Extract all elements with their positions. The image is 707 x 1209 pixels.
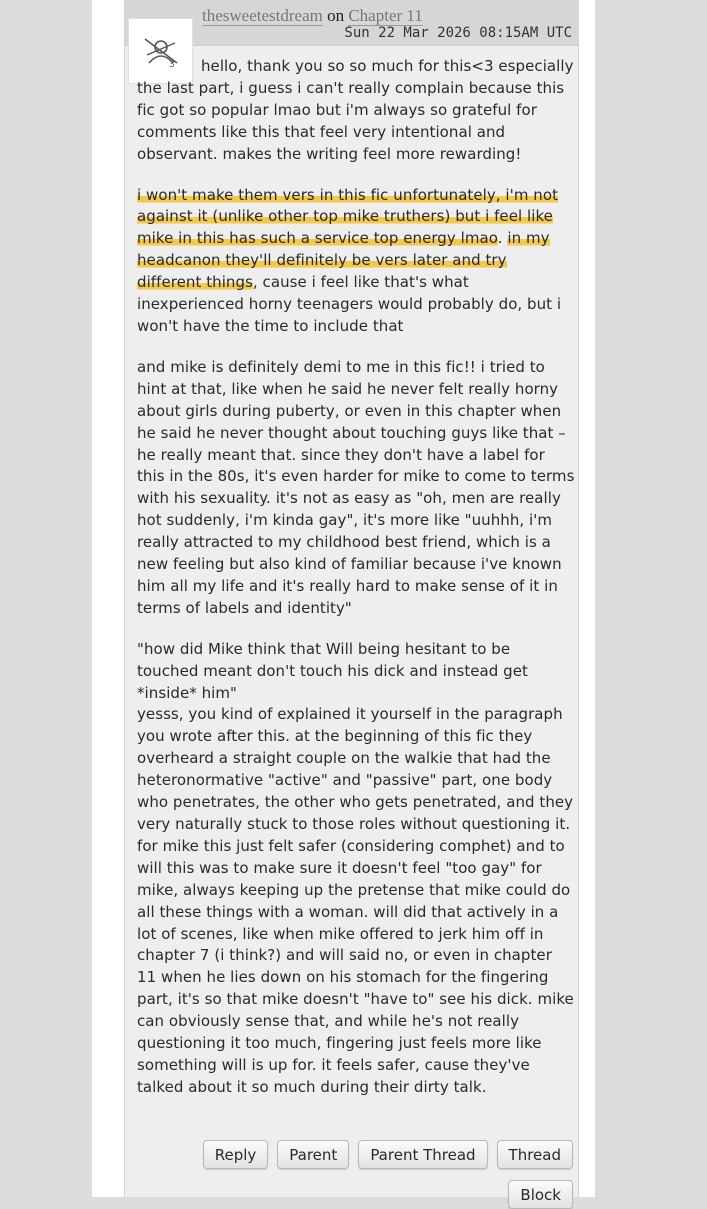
username-link[interactable]: thesweetestdream: [202, 6, 323, 25]
comment-byline: [202, 6, 423, 26]
on-label: on: [327, 6, 345, 25]
comment-actions: [203, 1140, 573, 1169]
parent-button[interactable]: Parent: [277, 1140, 349, 1169]
thread-button[interactable]: Thread: [497, 1140, 573, 1169]
comment-datetime: Sun 22 Mar 2026 08:15AM UTC: [344, 25, 572, 41]
comment-text: "how did Mike think that Will being hesitant to be touched meant don't touch his dick and instead get *inside* him": [137, 639, 528, 702]
parent-thread-button[interactable]: Parent Thread: [358, 1140, 487, 1169]
chapter-link[interactable]: Chapter 11: [348, 6, 423, 25]
comment-text: yesss, you kind of explained it yourself in the paragraph you wrote after this. at the beginning of this fic they overheard a straight couple on the walkie that had the heteronormative "active" and "passive" part, one body who penetrates, the other who gets penetrated, and they very naturally stuck to those roles without questioning it. for mike this just felt safer (considering comphet) and to will this was to make sure it doesn't feel "too gay" for mike, always keeping up the pretense that mike could do all these things with a woman. will did that actively in a lot of scenes, like when mike offered to jerk him off in chapter 7 (i think?) and will said no, or even in chapter 11 when he lies down on his stomach for the fingering part, it's so that mike doesn't "have to" see his dick. mike can obviously sense that, and while he's not really questioning it too much, fingering just feels more like something will is up for. it feels safer, cause they've talked about it so much during their dirty talk.: [137, 705, 574, 1096]
comment-paragraph: [137, 639, 575, 1099]
comment-body: [137, 56, 575, 1118]
reply-button[interactable]: Reply: [203, 1140, 269, 1169]
block-button[interactable]: Block: [508, 1180, 573, 1209]
comment-text: .: [497, 229, 508, 248]
comment-paragraph: [137, 357, 575, 620]
comment-text: hello, thank you so so much for this<3 especially the last part, i guess i can't really complain because this fic got so popular lmao but i'm always so grateful for comments like this that feel very intentional and observant. makes the writing feel more rewarding!: [137, 57, 574, 163]
comment-text: , cause i feel like that's what inexperienced horny teenagers would probably do, but i won't have the time to include that: [137, 273, 562, 335]
comment-box: [124, 0, 579, 1204]
highlighted-text: i won't make them vers in this fic unfortunately, i'm not against it (unlike other top mike truthers) but i feel like mike in this has such a service top energy lmao: [137, 185, 559, 248]
comment-actions-secondary: [508, 1180, 573, 1209]
comment-paragraph: [137, 185, 575, 338]
highlighted-text: in my headcanon they'll definitely be vers later and try different things: [137, 229, 550, 292]
comment-paragraph: [137, 56, 575, 166]
svg-text:3: 3: [169, 60, 175, 69]
comment-text: and mike is definitely demi to me in this fic!! i tried to hint at that, like when he said he never felt really horny about girls during puberty, or even in this chapter when he said he never thought about touching guys like that – he really meant that. since they don't have a label for this in the 80s, it's even harder for mike to come to terms with his sexuality. it's not as easy as "oh, men are really hot suddenly, i'm kinda gay", it's more like "uuhhh, i'm really attracted to my childhood best friend, which is a new feeling but also kind of familiar because i've known him all my life and it's really hard to make sense of it in terms of labels and identity": [137, 357, 575, 617]
